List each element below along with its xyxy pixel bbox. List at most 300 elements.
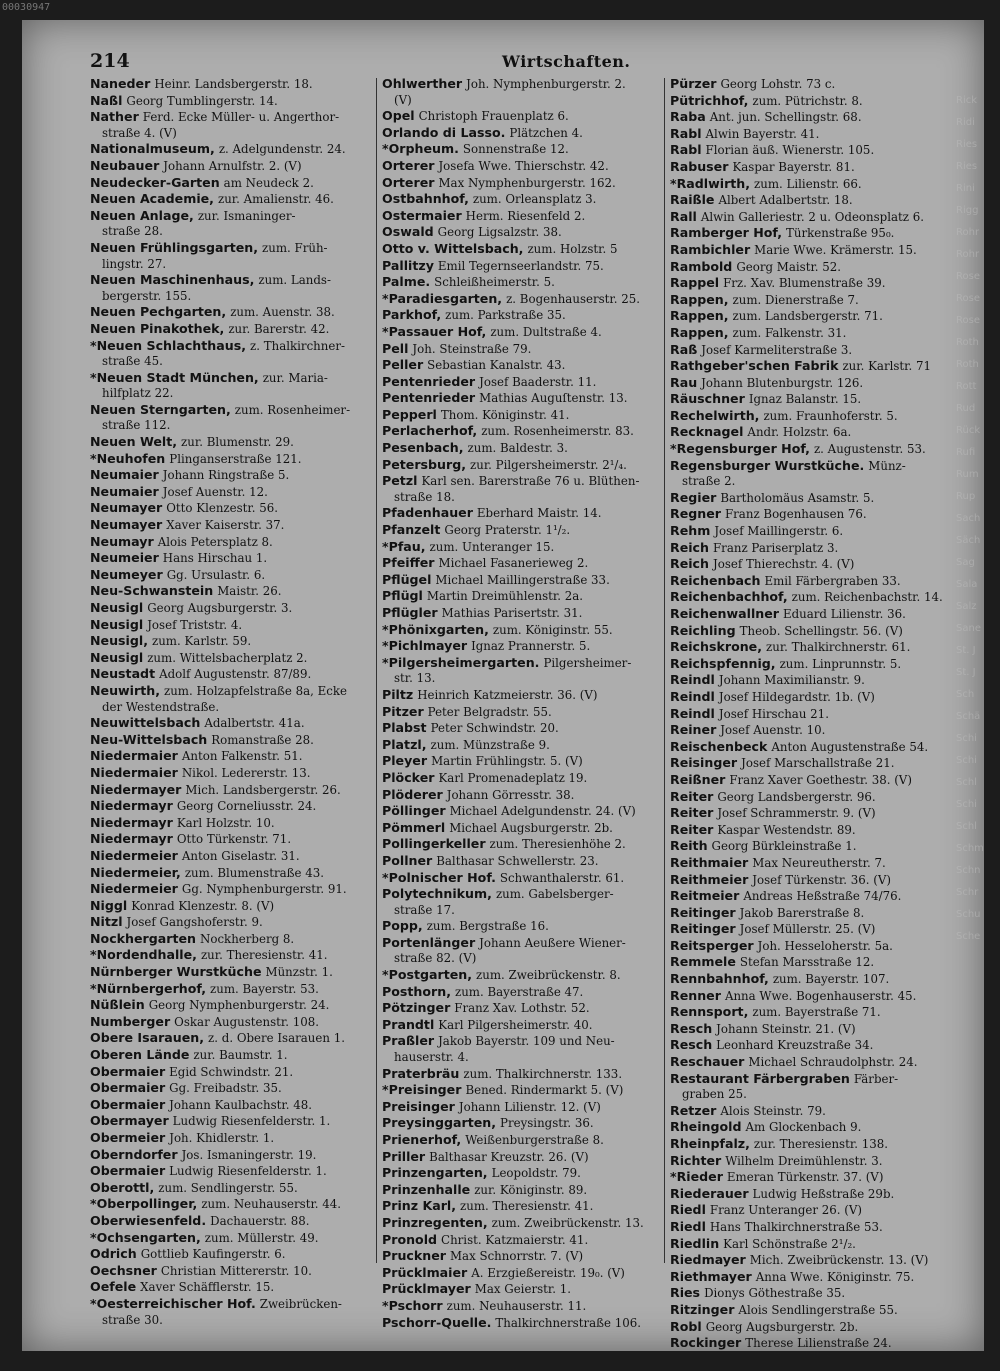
entry-details: zur. Pilgersheimerstr. 2¹/₄. (470, 457, 627, 472)
entry-details: straße 30. (102, 1312, 163, 1327)
directory-entry (382, 918, 667, 935)
entry-name: Ries (670, 1285, 701, 1301)
entry-details: zur. Blumenstr. 29. (181, 435, 294, 450)
directory-entry (670, 722, 955, 739)
edge-fragment: Rigg (956, 205, 979, 216)
directory-entry (90, 517, 375, 534)
entry-details: Gottlieb Kaufingerstr. 6. (140, 1247, 286, 1262)
directory-entry (382, 440, 667, 457)
entry-details: Färber- (853, 1071, 899, 1086)
entry-name: Naßl (90, 92, 123, 108)
directory-entry (670, 1252, 955, 1269)
entry-details: Schleißheimerstr. 5. (434, 275, 555, 290)
entry-details: Ludwig Riesenfelderstr. 1. (169, 1164, 327, 1179)
entry-name: Riedl (670, 1218, 706, 1234)
entry-name: Regier (670, 489, 717, 505)
entry-details: Martin Dreimühlenstr. 2a. (426, 589, 583, 604)
directory-entry (90, 126, 375, 142)
entry-name: Rabl (670, 125, 702, 141)
directory-entry (670, 292, 955, 309)
entry-details: Ludwig Heßstraße 29b. (752, 1186, 895, 1201)
directory-entry (382, 704, 667, 721)
entry-name: Prücklmaier (382, 1264, 468, 1280)
entry-name: Reitmeier (670, 888, 740, 904)
entry-details: Xaver Kaiserstr. 37. (166, 518, 285, 533)
entry-details: Alois Steinstr. 79. (720, 1103, 826, 1118)
entry-name: *Ochsengarten, (90, 1229, 201, 1245)
directory-entry (382, 1000, 667, 1017)
entry-details: Johann Blutenburgstr. 126. (701, 375, 864, 390)
entry-details: Zweibrücken- (259, 1296, 342, 1311)
directory-entry (382, 423, 667, 440)
directory-entry (90, 1163, 375, 1180)
entry-details: zur. Königinstr. 89. (474, 1182, 588, 1197)
entry-name: Neusigl (90, 649, 144, 665)
directory-entry (670, 1319, 955, 1336)
entry-details: Jos. Ismaningerstr. 19. (181, 1147, 317, 1162)
directory-entry (382, 1033, 667, 1050)
edge-fragment: Rum (956, 469, 979, 480)
entry-details: zum. Reichenbachstr. 14. (791, 590, 943, 605)
entry-details: Oskar Augustenstr. 108. (174, 1014, 320, 1029)
directory-entry (670, 490, 955, 507)
entry-details: hauserstr. 4. (394, 1050, 469, 1065)
directory-entry (670, 176, 955, 193)
entry-details: Karl Schönstraße 2¹/₂. (723, 1236, 856, 1251)
entry-details: Frz. Xav. Blumenstraße 39. (723, 276, 886, 291)
entry-details: zum. Früh- (262, 240, 328, 255)
directory-entry (670, 805, 955, 822)
edge-fragment: Rohr (956, 227, 980, 238)
entry-details: zum. Müllerstr. 49. (204, 1230, 319, 1245)
entry-name: Prinzregenten, (382, 1214, 488, 1230)
entry-name: *Regensburger Hof, (670, 441, 810, 457)
entry-name: *Orpheum. (382, 141, 459, 157)
entry-details: Hans Thalkirchnerstraße 53. (709, 1219, 883, 1234)
entry-details: zum. Holzstr. 5 (527, 241, 618, 256)
directory-entry (90, 848, 375, 865)
edge-fragment: Rick (956, 95, 978, 106)
entry-name: Riederauer (670, 1185, 749, 1201)
entry-details: Bartholomäus Asamstr. 5. (720, 490, 875, 505)
directory-entry (90, 402, 375, 419)
directory-entry (382, 903, 667, 919)
entry-name: Niedermayer (90, 781, 182, 797)
entry-details: Anna Wwe. Königinstr. 75. (755, 1269, 915, 1284)
entry-details: Christian Mittererstr. 10. (160, 1263, 312, 1278)
directory-entry (670, 325, 955, 342)
entry-name: Reindl (670, 672, 715, 688)
entry-name: *Postgarten, (382, 967, 473, 983)
directory-entry (382, 671, 667, 687)
entry-details: zum. Zweibrückenstr. 13. (491, 1215, 644, 1230)
edge-fragment: Rufi (956, 447, 976, 458)
entry-details: Leonhard Kreuzstraße 34. (716, 1038, 874, 1053)
entry-details: Nockherberg 8. (200, 931, 295, 946)
entry-name: Preisinger (382, 1098, 455, 1114)
directory-entry (670, 259, 955, 276)
entry-details: zur. Thalkirchnerstr. 61. (766, 640, 911, 655)
entry-name: *Neuen Stadt München, (90, 369, 259, 385)
entry-details: zum. Theresienhöhe 2. (489, 837, 626, 852)
entry-name: *Neuen Schlachthaus, (90, 337, 247, 353)
entry-name: Rambold (670, 258, 733, 274)
entry-details: zum. Zweibrückenstr. 8. (476, 968, 621, 983)
entry-name: Pschorr-Quelle. (382, 1314, 492, 1330)
directory-entry (90, 534, 375, 551)
entry-details: Dachauerstr. 88. (210, 1213, 310, 1228)
entry-details: Karl Holzstr. 10. (176, 815, 275, 830)
directory-entry (90, 109, 375, 126)
entry-details: zum. Unteranger 15. (429, 539, 555, 554)
directory-entry (90, 434, 375, 451)
entry-details: Anton Falkenstr. 51. (181, 749, 303, 764)
scan-mark: 00030947 (2, 2, 51, 13)
entry-name: Reindl (670, 688, 715, 704)
entry-name: Pöllinger (382, 803, 446, 819)
directory-entry (90, 451, 375, 468)
entry-details: zum. Blumenstraße 43. (184, 865, 324, 880)
entry-details: Franz Pariserplatz 3. (713, 540, 839, 555)
entry-name: Neuwirth, (90, 682, 160, 698)
entry-name: Reichskrone, (670, 639, 763, 655)
directory-entry (382, 1149, 667, 1166)
entry-name: Neuwittelsbach (90, 715, 201, 731)
entry-name: Obermeier (90, 1130, 166, 1145)
entry-name: Renner (670, 987, 721, 1003)
entry-details: zum. Linprunnstr. 5. (779, 656, 902, 671)
entry-details: zur. Karlstr. 71 (842, 359, 932, 374)
entry-name: Riethmayer (670, 1268, 752, 1284)
directory-entry (670, 855, 955, 872)
directory-entry (90, 550, 375, 567)
directory-entry (90, 1113, 375, 1130)
entry-name: Numberger (90, 1013, 171, 1029)
directory-entry (90, 1180, 375, 1197)
directory-entry (382, 820, 667, 837)
entry-name: *Nürnbergerhof, (90, 980, 206, 996)
entry-details: zum. Dienerstraße 7. (732, 292, 859, 307)
directory-entry (670, 275, 955, 292)
entry-name: Raißle (670, 192, 715, 208)
entry-name: Obermaier (90, 1096, 166, 1112)
entry-details: Ignaz Prannerstr. 5. (471, 639, 591, 654)
entry-name: Plöcker (382, 769, 435, 785)
entry-name: Pentenrieder (382, 373, 476, 389)
directory-entry (382, 374, 667, 391)
directory-entry (670, 1202, 955, 1219)
entry-name: Opel (382, 108, 415, 124)
directory-entry (670, 93, 955, 110)
entry-details: Franz Unteranger 26. (V) (709, 1203, 863, 1218)
entry-details: zum. Dultstraße 4. (490, 324, 602, 339)
entry-details: zur. Theresienstr. 41. (200, 948, 328, 963)
entry-details: Joh. Hesseloherstr. 5a. (757, 938, 893, 953)
directory-entry (90, 370, 375, 387)
entry-details: Max Neureutherstr. 7. (752, 855, 886, 870)
entry-name: Petzl (382, 473, 418, 489)
directory-entry (90, 964, 375, 981)
directory-entry (90, 224, 375, 240)
entry-details: zum. Rosenheimerstr. 83. (481, 424, 634, 439)
directory-entry (670, 126, 955, 143)
edge-fragment: Rup (956, 491, 976, 502)
entry-name: Rennsport, (670, 1004, 749, 1020)
entry-name: Pfeiffer (382, 555, 435, 571)
entry-name: Ostermaier (382, 207, 462, 223)
entry-details: Eberhard Maistr. 14. (476, 506, 602, 521)
directory-entry (382, 1315, 667, 1332)
entry-details: Plätzchen 4. (509, 125, 583, 140)
entry-details: Hans Hirschau 1. (162, 551, 268, 566)
edge-fragment: St. J (956, 667, 976, 678)
entry-name: Pfadenhauer (382, 505, 473, 521)
entry-details: Leopoldstr. 79. (491, 1166, 581, 1181)
entry-name: Prandtl (382, 1016, 435, 1032)
entry-details: Christoph Frauenplatz 6. (418, 109, 569, 124)
directory-entry (90, 208, 375, 225)
directory-entry (670, 639, 955, 656)
directory-entry (670, 822, 955, 839)
entry-name: Pesenbach, (382, 440, 464, 456)
directory-entry (382, 886, 667, 903)
directory-entry (670, 888, 955, 905)
entry-name: Rappen, (670, 308, 729, 324)
directory-entry (382, 1215, 667, 1232)
directory-page (22, 20, 984, 1351)
entry-name: Reichenwallner (670, 606, 779, 621)
entry-details: Maistr. 26. (217, 584, 282, 599)
entry-name: Riedlin (670, 1235, 720, 1251)
entry-name: Restaurant Färbergraben (670, 1070, 850, 1086)
directory-entry (382, 1198, 667, 1215)
entry-name: Rau (670, 374, 698, 390)
entry-details: Michael Adelgundenstr. 24. (V) (449, 804, 636, 819)
column-3 (670, 76, 955, 1351)
entry-details: Joh. Steinstraße 79. (412, 341, 532, 356)
directory-entry (382, 1281, 667, 1298)
entry-name: Pflügl (382, 588, 423, 604)
entry-details: zum. Rosenheimer- (234, 402, 351, 417)
directory-entry (382, 324, 667, 341)
entry-name: Orterer (382, 157, 435, 173)
directory-entry (90, 748, 375, 765)
directory-entry (670, 1302, 955, 1319)
directory-entry (670, 358, 955, 375)
directory-entry (382, 622, 667, 639)
entry-name: Palme. (382, 274, 431, 290)
entry-details: zum. Wittelsbacherplatz 2. (147, 650, 308, 665)
entry-details: zur. Ismaninger- (197, 208, 296, 223)
entry-details: Eduard Lilienstr. 36. (782, 607, 906, 621)
entry-details: Josef Baaderstr. 11. (479, 374, 597, 389)
directory-entry (670, 159, 955, 176)
directory-entry (382, 539, 667, 556)
entry-details: Johann Aeußere Wiener- (479, 935, 626, 950)
entry-name: Neusigl (90, 616, 144, 632)
entry-details: straße 2. (682, 474, 736, 489)
edge-fragment: Rohr (956, 249, 980, 260)
entry-name: Praßler (382, 1033, 435, 1049)
entry-details: Alwin Bayerstr. 41. (705, 126, 820, 141)
entry-name: Resch (670, 1037, 713, 1053)
entry-name: Rehm (670, 523, 711, 539)
edge-fragment: Rose (956, 271, 980, 282)
entry-name: Niedermeier (90, 847, 178, 863)
directory-entry (90, 1279, 375, 1296)
entry-name: Remmele (670, 954, 736, 970)
entry-name: Neumaier (90, 483, 159, 499)
directory-entry (90, 484, 375, 501)
directory-entry (382, 967, 667, 984)
entry-details: Karl sen. Barerstraße 76 u. Blüthen- (421, 474, 640, 489)
directory-entry (670, 739, 955, 756)
entry-name: Orterer (382, 174, 435, 190)
directory-entry (90, 1313, 375, 1329)
directory-entry (90, 141, 375, 158)
entry-details: Weißenburgerstraße 8. (465, 1133, 604, 1147)
entry-name: Reischenbeck (670, 738, 768, 754)
page-number: 214 (90, 50, 130, 72)
entry-name: Prienerhof, (382, 1132, 462, 1147)
entry-name: Neumaier (90, 467, 159, 483)
directory-entry (90, 1080, 375, 1097)
entry-name: Rennbahnhof, (670, 971, 769, 987)
entry-name: Praterbräu (382, 1065, 460, 1081)
entry-details: straße 82. (V) (394, 951, 477, 966)
directory-entry (670, 589, 955, 606)
entry-details: straße 112. (102, 418, 171, 433)
directory-entry (90, 683, 375, 700)
edge-fragment: Schi (956, 733, 977, 744)
entry-details: Josef Müllerstr. 25. (V) (739, 922, 876, 937)
entry-name: *Paradiesgarten, (382, 290, 503, 306)
entry-details: zum. Sendlingerstr. 55. (158, 1180, 298, 1195)
edge-fragment: Ries (956, 161, 978, 172)
entry-name: Plöderer (382, 786, 443, 802)
edge-fragment: Rück (956, 425, 981, 436)
directory-entry (90, 947, 375, 964)
directory-entry (382, 1115, 667, 1132)
entry-name: Pfanzelt (382, 522, 441, 538)
edge-fragment: Rini (956, 183, 975, 194)
entry-details: Münz- (868, 458, 906, 473)
entry-details: Josef Gangshoferstr. 9. (126, 915, 263, 930)
entry-details: zum. Pütrichstr. 8. (752, 93, 863, 108)
directory-entry (90, 1246, 375, 1263)
entry-details: A. Erzgießereistr. 19₀. (V) (471, 1265, 625, 1280)
entry-details: z. Bogenhauserstr. 25. (506, 291, 641, 306)
entry-details: Pilgersheimer- (543, 655, 632, 670)
directory-entry (382, 853, 667, 870)
entry-name: Raß (670, 341, 698, 357)
edge-fragment: Roth (956, 359, 979, 370)
directory-entry (670, 706, 955, 723)
directory-entry (670, 192, 955, 209)
entry-details: Georg Tumblingerstr. 14. (126, 93, 278, 108)
entry-name: Pronold (382, 1231, 438, 1247)
entry-details: straße 17. (394, 902, 455, 917)
entry-details: zur. Amalienstr. 46. (217, 192, 334, 207)
directory-entry (670, 1004, 955, 1021)
directory-entry (90, 240, 375, 257)
entry-details: Sebastian Kanalstr. 43. (427, 358, 566, 373)
directory-entry (382, 720, 667, 737)
directory-entry (382, 555, 667, 572)
directory-entry (382, 224, 667, 241)
directory-entry (382, 1099, 667, 1116)
entry-name: *Nordendhalle, (90, 947, 197, 963)
entry-name: Obere Isarauen, (90, 1030, 205, 1046)
entry-details: Johann Görresstr. 38. (446, 787, 575, 802)
entry-name: Obermaier (90, 1163, 166, 1179)
entry-details: Franz Bogenhausen 76. (724, 507, 867, 522)
entry-name: Reichspfennig, (670, 655, 776, 671)
directory-entry (382, 93, 667, 109)
entry-name: Priller (382, 1148, 426, 1164)
entry-name: Reitinger (670, 904, 736, 920)
entry-details: Josef Hirschau 21. (718, 706, 829, 721)
entry-name: Neusigl, (90, 633, 148, 649)
entry-name: Obermayer (90, 1113, 169, 1129)
directory-entry (90, 815, 375, 832)
directory-entry (382, 158, 667, 175)
edge-fragment: Säch (956, 535, 981, 546)
edge-fragment: Schu (956, 909, 981, 920)
directory-entry (382, 291, 667, 308)
directory-entry (670, 954, 955, 971)
entry-details: zum. Bergstraße 16. (426, 919, 549, 934)
directory-entry (670, 1269, 955, 1286)
directory-entry (382, 572, 667, 589)
column-2 (382, 76, 667, 1331)
directory-entry (670, 921, 955, 938)
directory-entry (382, 208, 667, 225)
entry-name: Pentenrieder (382, 390, 476, 406)
directory-entry (670, 988, 955, 1005)
directory-entry (670, 1103, 955, 1120)
entry-name: Oechsner (90, 1262, 157, 1278)
entry-details: Mich. Landsbergerstr. 26. (185, 782, 341, 797)
directory-entry (382, 951, 667, 967)
column-1 (90, 76, 375, 1328)
entry-name: Pürzer (670, 76, 717, 91)
entry-name: Niedermeier (90, 881, 178, 897)
entry-details: Xaver Schäfflerstr. 15. (140, 1280, 275, 1295)
entry-name: Neuen Anlage, (90, 207, 194, 223)
entry-details: zum. Bayerstr. 53. (210, 981, 319, 996)
directory-entry (670, 623, 955, 640)
directory-entry (90, 831, 375, 848)
entry-details: Josef Türkenstr. 36. (V) (752, 872, 891, 887)
directory-entry (670, 474, 955, 490)
directory-entry (382, 1082, 667, 1099)
edge-fragment: St. J (956, 645, 976, 656)
edge-fragment: Schl (956, 821, 977, 832)
entry-name: Reiter (670, 821, 714, 837)
entry-name: Prinzenhalle (382, 1181, 471, 1197)
entry-name: Reithmaier (670, 854, 749, 870)
entry-name: Rabuser (670, 158, 729, 174)
entry-details: zum. Gabelsberger- (495, 887, 614, 902)
directory-entry (670, 1169, 955, 1186)
edge-fragment: Schi (956, 799, 977, 810)
entry-name: Posthorn, (382, 983, 451, 999)
edge-fragment: Schr (956, 887, 979, 898)
directory-entry (382, 407, 667, 424)
directory-entry (382, 258, 667, 275)
entry-name: Reisinger (670, 755, 738, 771)
